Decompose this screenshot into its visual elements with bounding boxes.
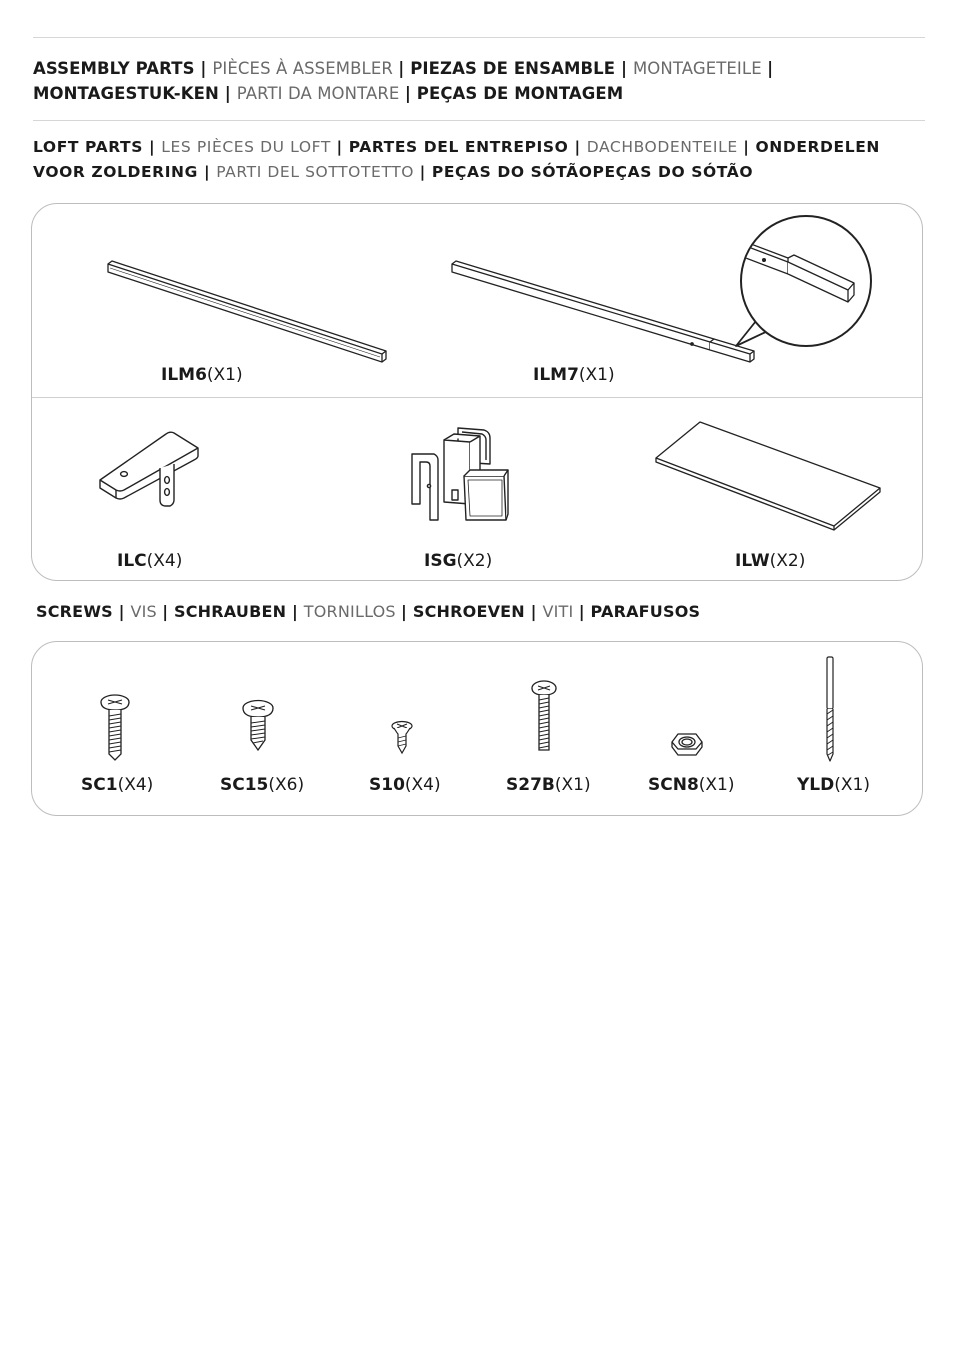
assembly-parts-heading <box>33 56 925 106</box>
heading-segment: DACHBODENTEILE <box>586 138 744 156</box>
screw-code: S10 <box>369 775 405 795</box>
screw-quantity: (X4) <box>117 775 154 795</box>
screw-quantity: (X4) <box>404 775 441 795</box>
ilm7-rail-illustration <box>446 258 758 372</box>
heading-segment: | PEÇAS DE MONTAGEM <box>404 84 624 103</box>
heading-segment: VIS <box>130 602 163 621</box>
screw-label-sc1 <box>81 775 153 795</box>
heading-segment: LOFT PARTS | <box>33 138 162 156</box>
scn8-nut-illustration <box>670 730 704 758</box>
ilw-board-illustration <box>652 418 884 532</box>
part-quantity: (X2) <box>769 551 806 571</box>
yld-drill-bit-illustration <box>822 654 838 764</box>
screw-code: SC15 <box>220 775 269 795</box>
screw-quantity: (X1) <box>554 775 591 795</box>
part-code: ILC <box>117 551 147 571</box>
screw-code: S27B <box>506 775 555 795</box>
heading-segment: | PIEZAS DE ENSAMBLE | <box>398 59 633 78</box>
part-label-ilw <box>735 551 805 571</box>
heading-segment: PARTI DEL SOTTOTETTO <box>216 163 420 181</box>
screw-quantity: (X6) <box>268 775 305 795</box>
sc15-screw-illustration <box>240 698 276 754</box>
screw-code: SCN8 <box>648 775 699 795</box>
part-code: ISG <box>424 551 457 571</box>
heading-segment: | SCHROEVEN | <box>401 602 543 621</box>
screw-quantity: (X1) <box>834 775 870 795</box>
part-quantity: (X2) <box>456 551 493 571</box>
isg-connector-illustration <box>408 424 510 526</box>
part-code: ILM7 <box>533 365 579 385</box>
screw-label-sc15 <box>220 775 304 795</box>
heading-segment: ASSEMBLY PARTS | <box>33 59 213 78</box>
heading-segment: SCREWS | <box>36 602 131 621</box>
screws-heading <box>36 602 700 621</box>
screw-label-s27b <box>506 775 591 795</box>
heading-segment: TORNILLOS <box>303 602 402 621</box>
screw-label-s10 <box>369 775 441 795</box>
heading-segment: | PARAFUSOS <box>578 602 701 621</box>
part-quantity: (X1) <box>578 365 615 385</box>
screw-label-scn8 <box>648 775 735 795</box>
heading-segment: MONTAGETEILE <box>632 59 768 78</box>
part-label-ilm6 <box>161 365 243 385</box>
heading-segment: PIÈCES À ASSEMBLER <box>212 59 399 78</box>
heading-segment: LES PIÈCES DU LOFT <box>161 138 337 156</box>
top-divider <box>33 37 925 38</box>
ilm6-rail-illustration <box>100 258 390 370</box>
screws-panel <box>31 641 923 816</box>
heading-segment: | PEÇAS DO SÓTÃOPEÇAS DO SÓTÃO <box>419 163 754 181</box>
screw-label-yld <box>797 775 870 795</box>
ilm7-detail-zoom <box>730 212 878 352</box>
heading-segment: | ONDERDELEN VOOR ZOLDERING | <box>33 138 880 181</box>
heading-segment: | MONTAGESTUK-KEN | <box>33 59 774 103</box>
section-divider <box>33 120 925 121</box>
part-label-ilc <box>117 551 182 571</box>
heading-segment: PARTI DA MONTARE <box>236 84 405 103</box>
part-quantity: (X4) <box>146 551 183 571</box>
part-code: ILM6 <box>161 365 207 385</box>
part-label-ilm7 <box>533 365 615 385</box>
sc1-screw-illustration <box>98 692 132 762</box>
heading-segment: | SCHRAUBEN | <box>162 602 304 621</box>
screw-quantity: (X1) <box>698 775 735 795</box>
s10-screw-illustration <box>388 720 416 756</box>
screw-code: YLD <box>797 775 835 795</box>
loft-parts-heading <box>33 135 925 185</box>
ilc-bracket-illustration <box>94 428 206 510</box>
heading-segment: VITI <box>542 602 579 621</box>
screw-code: SC1 <box>81 775 118 795</box>
loft-panel-divider <box>32 397 922 398</box>
part-code: ILW <box>735 551 770 571</box>
s27b-screw-illustration <box>529 678 559 754</box>
part-label-isg <box>424 551 492 571</box>
heading-segment: | PARTES DEL ENTREPISO | <box>336 138 587 156</box>
part-quantity: (X1) <box>206 365 243 385</box>
